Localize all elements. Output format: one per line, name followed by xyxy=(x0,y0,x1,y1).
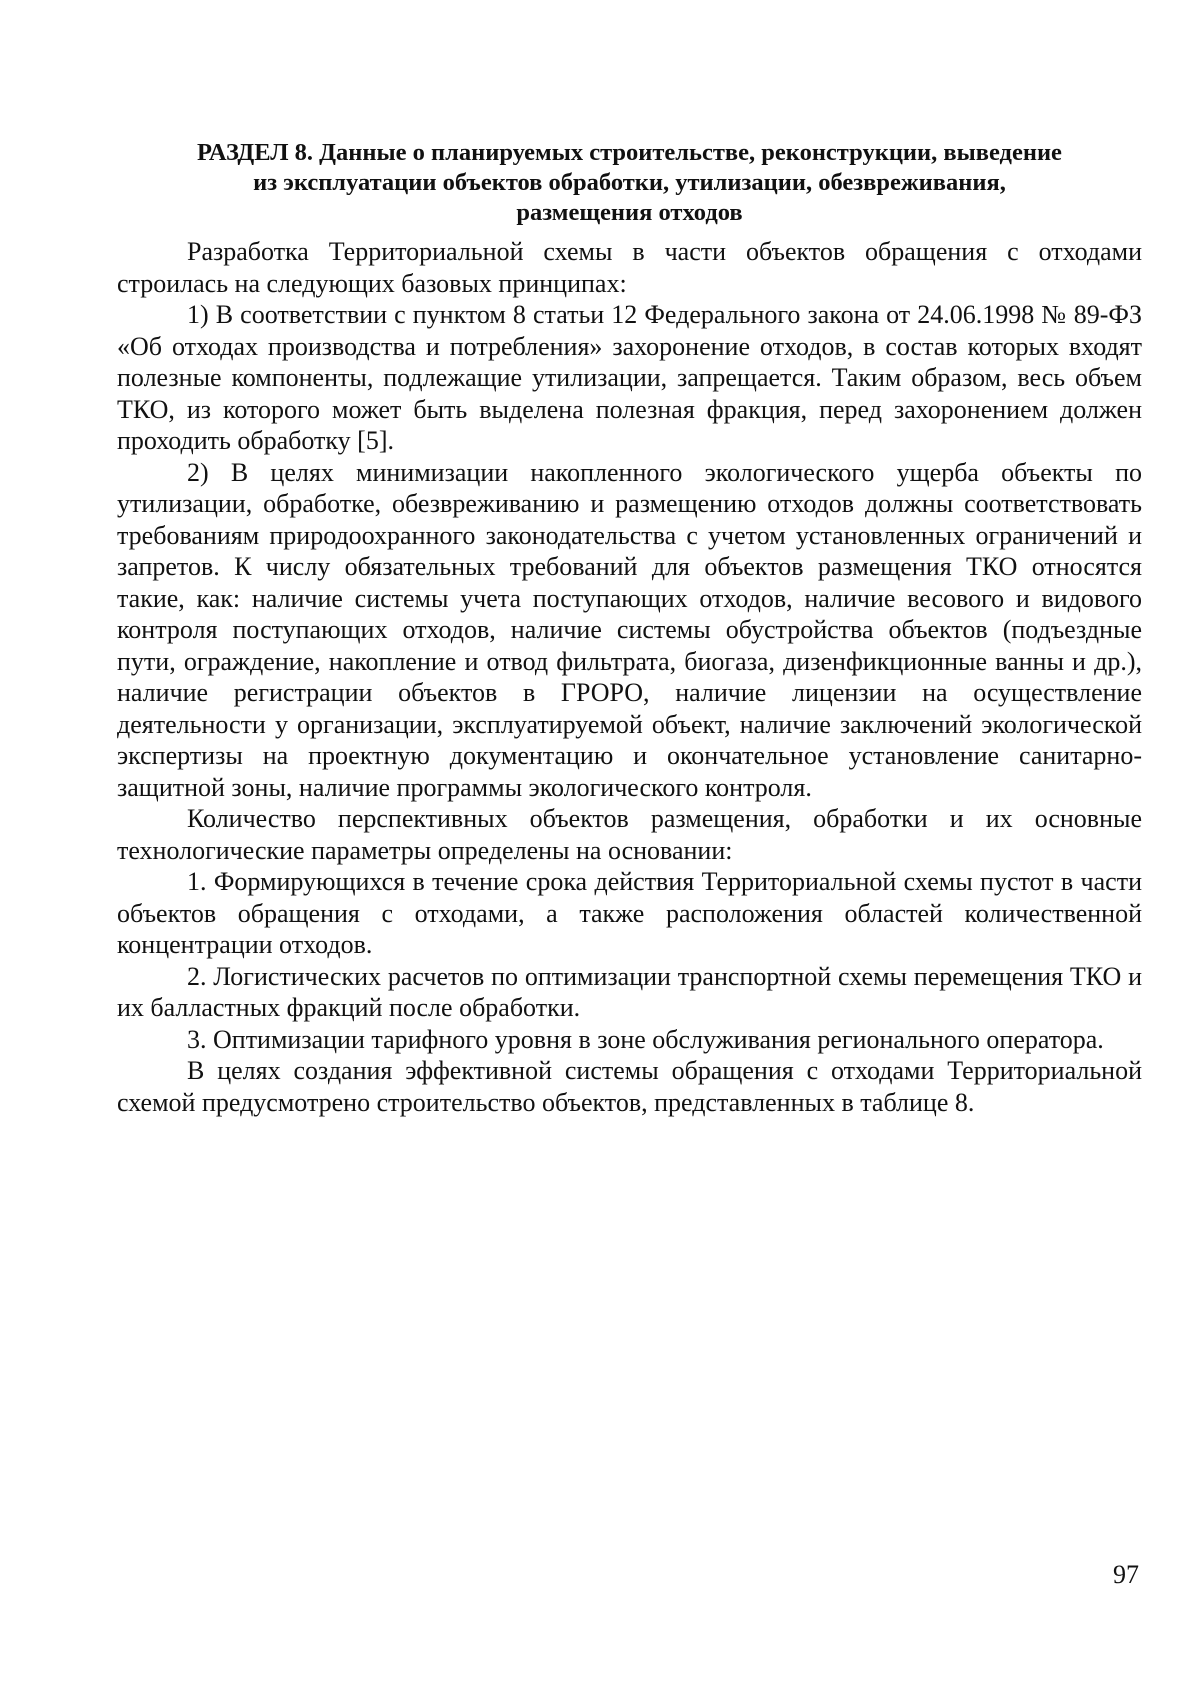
section-heading-line-2: из эксплуатации объектов обработки, утилизации, обезвреживания, xyxy=(253,169,1006,196)
paragraph-basis-item-1: 1. Формирующихся в течение срока действия Территориальной схемы пустот в части объектов обращения с отходами, а также расположения областей количественной концентрации отходов. xyxy=(117,867,1142,959)
section-heading-line-3: размещения отходов xyxy=(516,199,743,226)
body-text xyxy=(117,236,1142,1118)
paragraph-principle-2: 2) В целях минимизации накопленного экологического ущерба объекты по утилизации, обработке, обезвреживанию и размещению отходов должны соответствовать требованиям природоохранного законодательства с учетом установленных ограничений и запретов. К числу обязательных требований для объектов размещения ТКО относятся такие, как: наличие системы учета поступающих отходов, наличие весового и видового контроля поступающих отходов, наличие системы обустройства объектов (подъездные пути, ограждение, накопление и отвод фильтрата, биогаза, дизенфикционные ванны и др.), наличие регистрации объектов в ГРОРО, наличие лицензии на осуществление деятельности у организации, эксплуатируемой объект, наличие заключений экологической экспертизы на проектную документацию и окончательное установление санитарно-защитной зоны, наличие программы экологического контроля. xyxy=(117,457,1142,802)
paragraph-principle-1: 1) В соответствии с пунктом 8 статьи 12 Федерального закона от 24.06.1998 № 89-ФЗ «Об отходах производства и потребления» захоронение отходов, в состав которых входят полезные компоненты, подлежащие утилизации, запрещается. Таким образом, весь объем ТКО, из которого может быть выделена полезная фракция, перед захоронением должен проходить обработку [5]. xyxy=(117,300,1142,455)
section-heading xyxy=(117,138,1142,228)
paragraph-intro: Разработка Территориальной схемы в части объектов обращения с отходами строилась на следующих базовых принципах: xyxy=(117,237,1142,298)
page-content xyxy=(117,138,1142,1118)
paragraph-basis-intro: Количество перспективных объектов размещения, обработки и их основные технологические параметры определены на основании: xyxy=(117,804,1142,865)
paragraph-basis-item-3: 3. Оптимизации тарифного уровня в зоне обслуживания регионального оператора. xyxy=(187,1024,1104,1054)
page-number: 97 xyxy=(1113,1560,1139,1589)
section-heading-line-1: РАЗДЕЛ 8. Данные о планируемых строительстве, реконструкции, выведение xyxy=(197,139,1062,166)
paragraph-conclusion: В целях создания эффективной системы обращения с отходами Территориальной схемой предусмотрено строительство объектов, представленных в таблице 8. xyxy=(117,1056,1142,1117)
paragraph-basis-item-2: 2. Логистических расчетов по оптимизации транспортной схемы перемещения ТКО и их балластных фракций после обработки. xyxy=(117,961,1142,1022)
